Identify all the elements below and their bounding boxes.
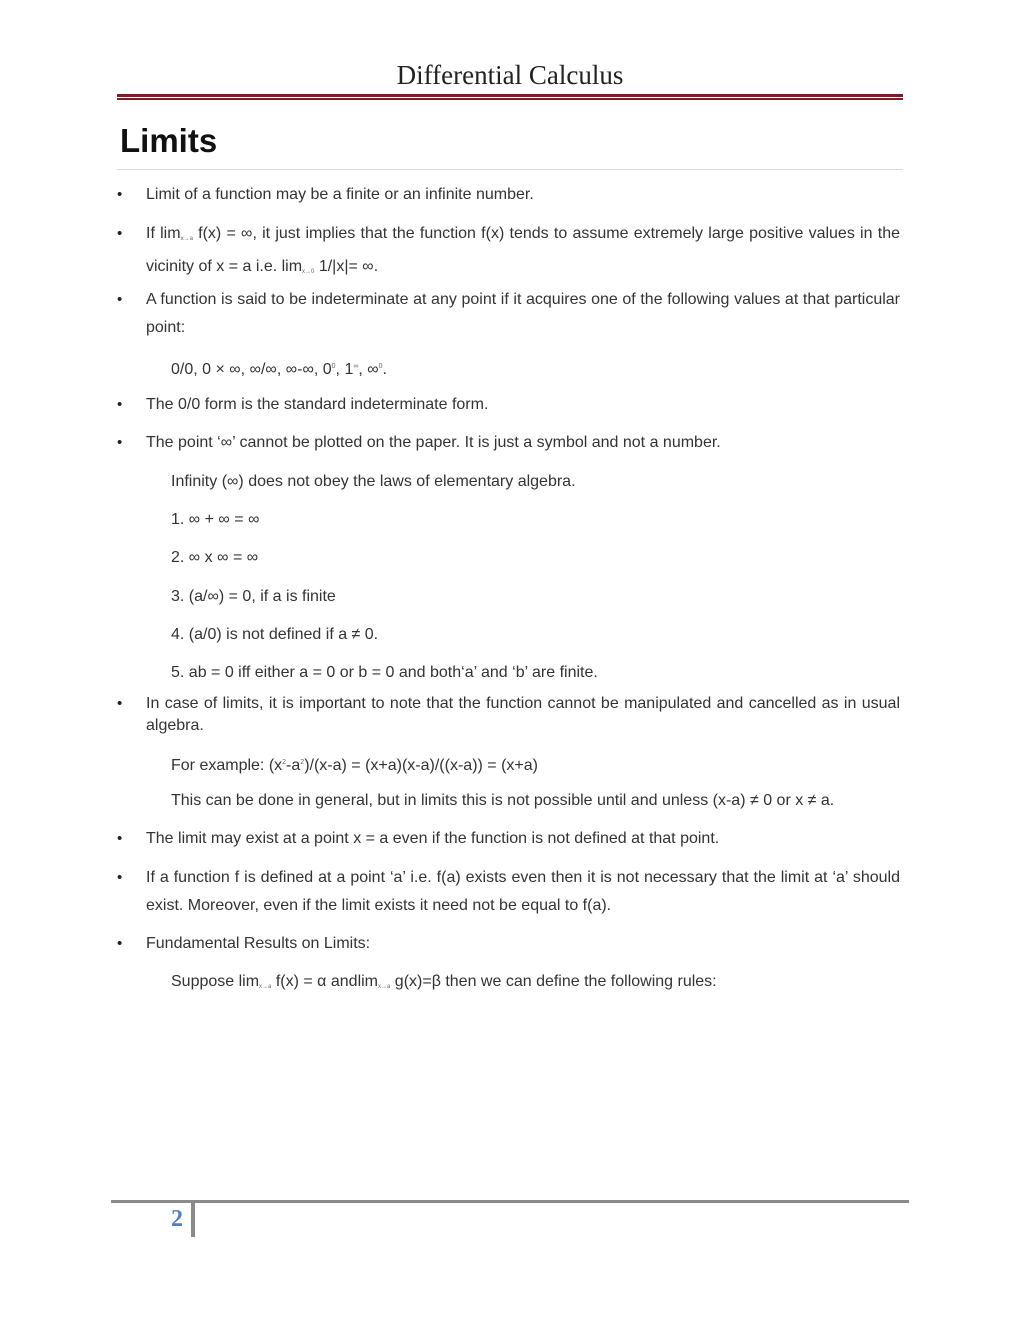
bullet-infinity-symbol: • The point ‘∞’ cannot be plotted on the paper. It is just a symbol and not a number. [146,429,900,457]
example-line [171,749,901,780]
document-title: Differential Calculus [396,60,624,90]
subscript: x→a [259,984,272,990]
bullet-limit-infinity [146,220,900,286]
rule-item: 5. ab = 0 iff either a = 0 or b = 0 and both‘a’ and ‘b’ are finite. [171,664,598,681]
section-heading: Limits [120,122,218,159]
subscript: x→a [180,236,193,242]
bullet-indeterminate: • A function is said to be indeterminate at any point if it acquires one of the following values at that particular point: [146,286,900,342]
text: f(x) = ∞, it just implies that the function f(x) tends to assume extremely large positive values in the vicinity of x = a i.e. lim [146,225,900,275]
bullet-defined-function: • If a function f is defined at a point ‘a’ i.e. f(a) exists even then it is not necessary that the limit at ‘a’ should exist. Moreover, even if the limit exists it need not be equal to f(a). [146,864,900,920]
rule-item: 4. (a/0) is not defined if a ≠ 0. [171,626,379,643]
text: f(x) = α andlim [271,973,378,990]
suppose-line [171,968,901,1001]
page-number: 2 [171,1206,183,1232]
bullet-limit-exists: • The limit may exist at a point x = a even if the function is not defined at that point. [146,825,900,853]
indeterminate-forms [171,353,901,384]
general-note: This can be done in general, but in limits this is not possible until and unless (x-a) ≠ 0 or x ≠ a. [171,792,835,809]
rule-item: 3. (a/∞) = 0, if a is finite [171,588,336,605]
footer-divider [191,1203,195,1237]
header-rule [117,94,903,97]
infinity-note: Infinity (∞) does not obey the laws of elementary algebra. [171,473,576,490]
text: 0/0, 0 × ∞, ∞/∞, ∞-∞, 0 [171,361,332,378]
text: , 1 [335,361,354,378]
text: , ∞ [358,361,379,378]
footer-rule [111,1200,909,1203]
text: For example: (x [171,757,283,774]
text: . [382,361,387,378]
bullet-fundamental-results: • Fundamental Results on Limits: [146,930,900,958]
subscript: x→0 [302,269,315,275]
superscript: 0 [378,363,383,370]
section-heading-rule [117,169,903,170]
subscript: x→a [378,984,391,990]
bullet-standard-form: • The 0/0 form is the standard indeterminate form. [146,391,900,419]
text: )/(x-a) = (x+a)(x-a)/((x-a)) = (x+a) [304,757,538,774]
text: -a [286,757,301,774]
text: g(x)=β then we can define the following rules: [390,973,717,990]
bullet-limit-finite-infinite: • Limit of a function may be a finite or an infinite number. [146,181,900,209]
text: 1/|x|= ∞. [314,258,379,275]
superscript: ∞ [353,363,359,370]
superscript: 0 [331,363,336,370]
text: If lim [146,225,181,242]
text: Suppose lim [171,973,260,990]
superscript: 2 [282,759,287,766]
rule-item: 2. ∞ x ∞ = ∞ [171,549,259,566]
header-rule-thin [117,98,903,100]
bullet-cancellation: • In case of limits, it is important to note that the function cannot be manipulated and cancelled as in usual algebra. [146,693,900,737]
rule-item: 1. ∞ + ∞ = ∞ [171,511,260,528]
superscript: 2 [300,759,305,766]
